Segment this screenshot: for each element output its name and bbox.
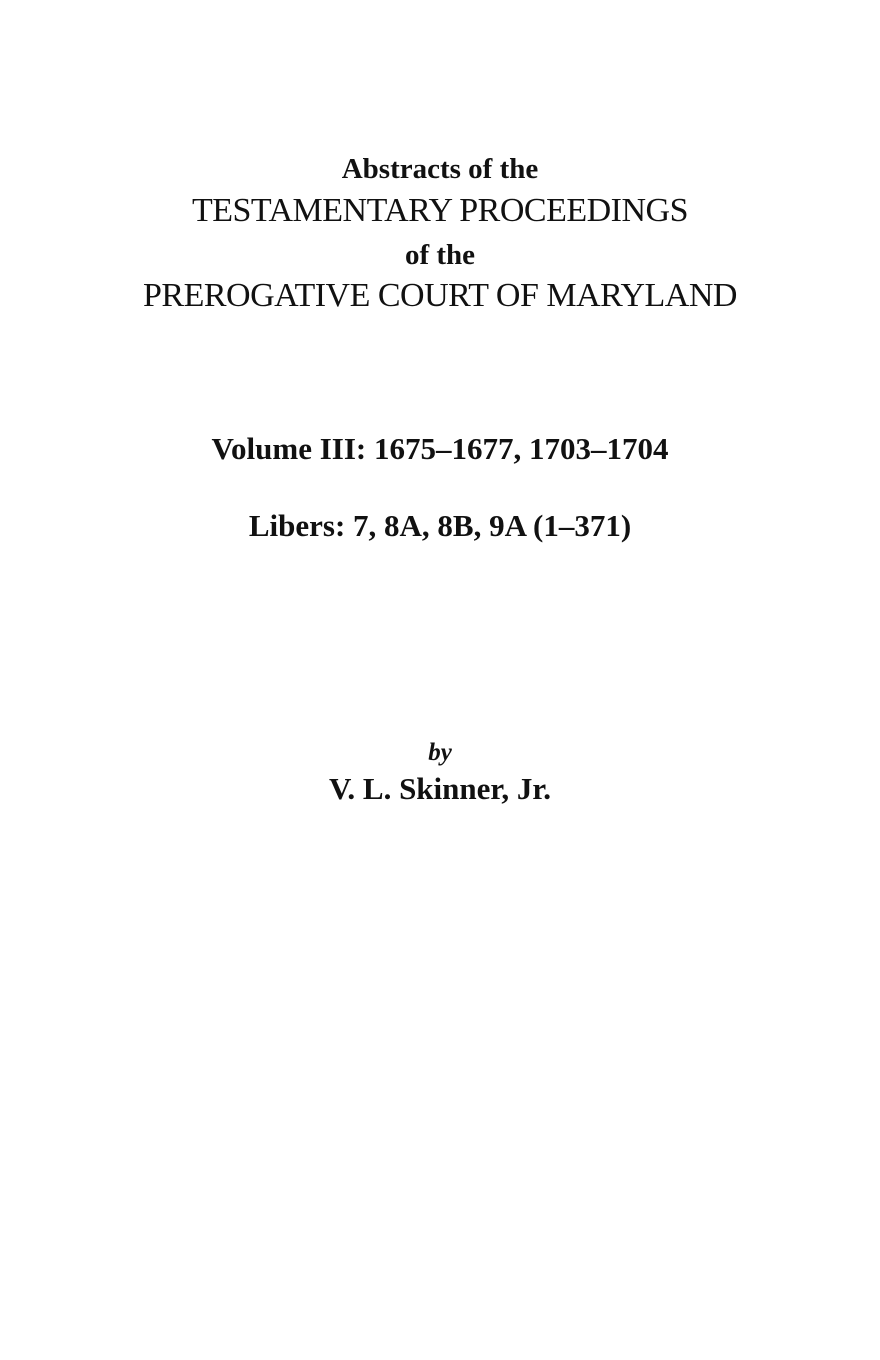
- title-line-of-the: of the: [404, 239, 476, 271]
- title-line-testamentary-proceedings: TESTAMENTARY PROCEEDINGS: [191, 192, 689, 229]
- volume-line: Volume III: 1675–1677, 1703–1704: [211, 431, 669, 466]
- libers-line: Libers: 7, 8A, 8B, 9A (1–371): [248, 508, 632, 543]
- author-name: V. L. Skinner, Jr.: [329, 771, 551, 806]
- title-line-abstracts: Abstracts of the: [341, 153, 539, 185]
- title-line-prerogative-court: PREROGATIVE COURT OF MARYLAND: [143, 277, 737, 314]
- byline-by: by: [428, 739, 452, 766]
